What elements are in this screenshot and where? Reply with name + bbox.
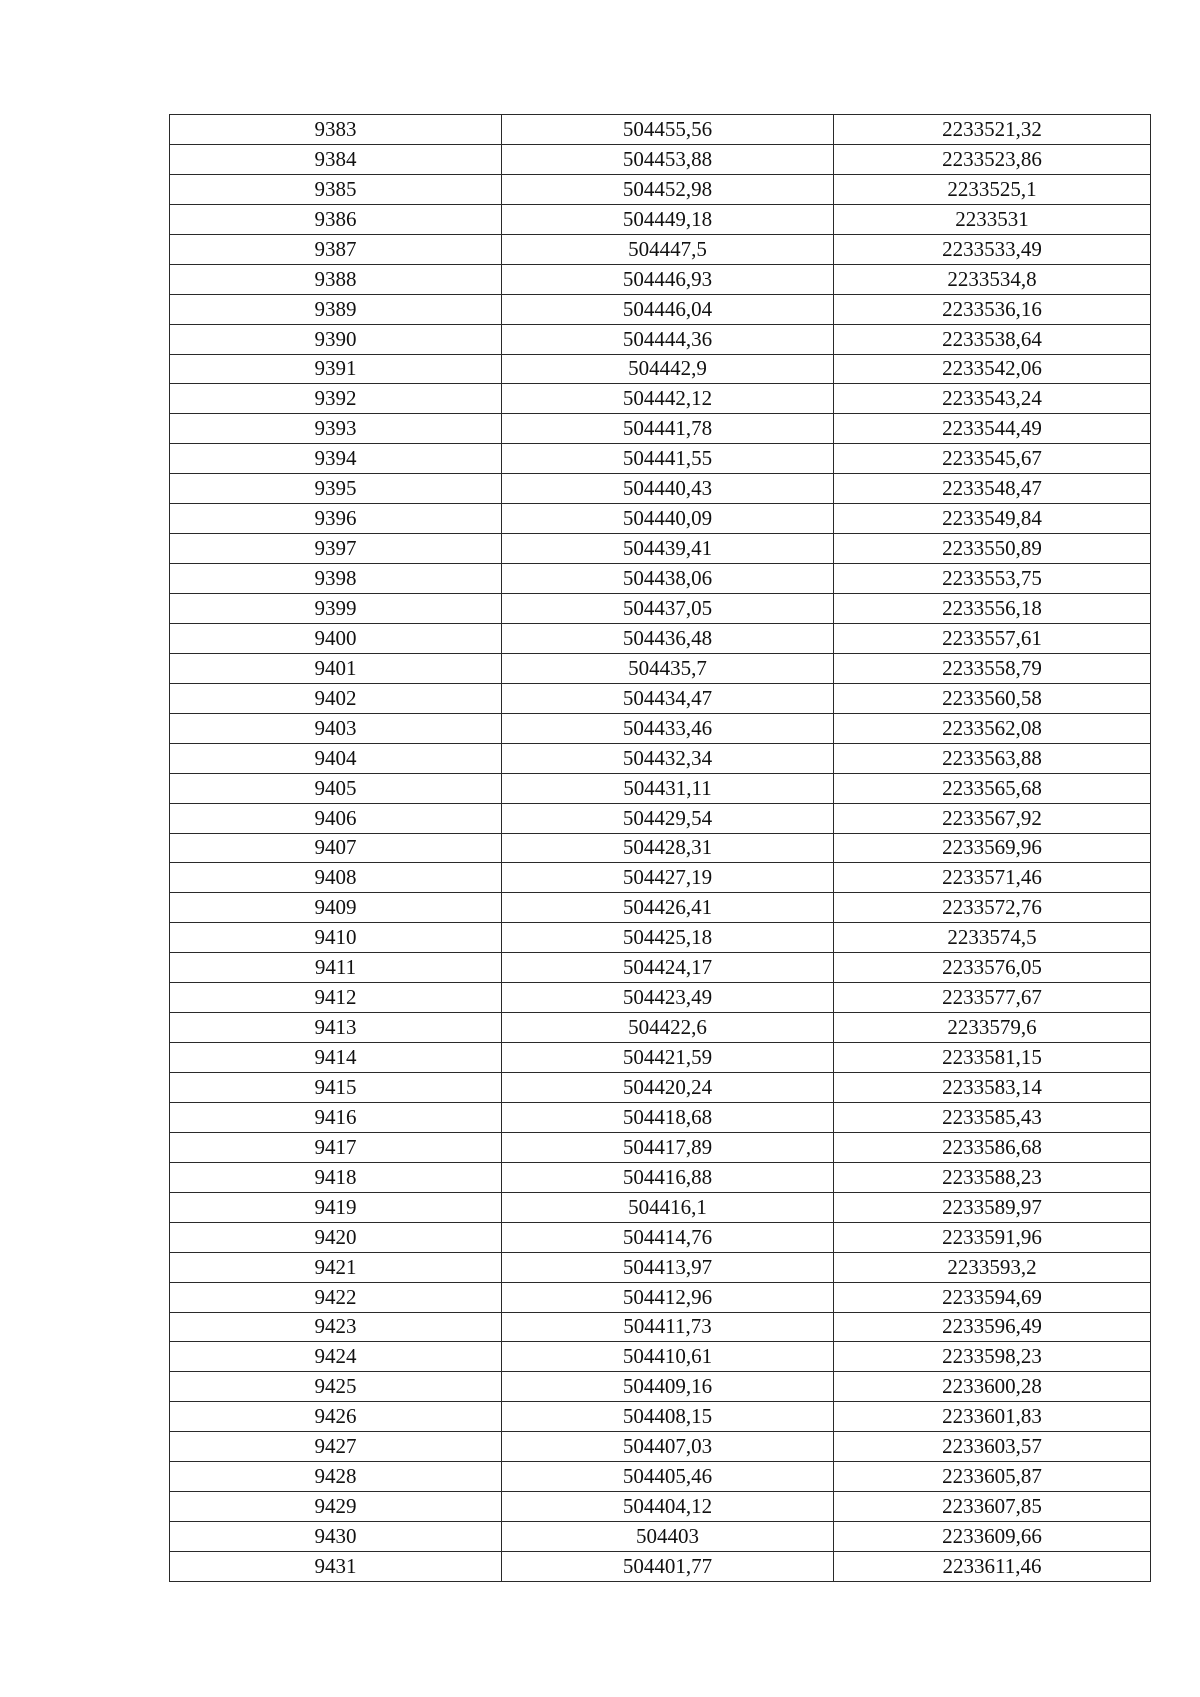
x-coordinate-cell: 504434,47 [502, 683, 834, 713]
coordinates-table-body [170, 115, 1151, 1582]
y-coordinate-cell: 2233565,68 [834, 773, 1151, 803]
y-coordinate-cell: 2233553,75 [834, 564, 1151, 594]
point-number-cell: 9418 [170, 1162, 502, 1192]
x-coordinate-cell: 504431,11 [502, 773, 834, 803]
y-coordinate-cell: 2233583,14 [834, 1073, 1151, 1103]
x-coordinate-cell: 504446,04 [502, 294, 834, 324]
x-coordinate-cell: 504403 [502, 1522, 834, 1552]
y-coordinate-cell: 2233545,67 [834, 444, 1151, 474]
point-number-cell: 9410 [170, 923, 502, 953]
x-coordinate-cell: 504429,54 [502, 803, 834, 833]
table-row [170, 1522, 1151, 1552]
x-coordinate-cell: 504444,36 [502, 324, 834, 354]
x-coordinate-cell: 504412,96 [502, 1282, 834, 1312]
y-coordinate-cell: 2233521,32 [834, 115, 1151, 145]
x-coordinate-cell: 504437,05 [502, 594, 834, 624]
y-coordinate-cell: 2233593,2 [834, 1252, 1151, 1282]
y-coordinate-cell: 2233542,06 [834, 354, 1151, 384]
y-coordinate-cell: 2233533,49 [834, 234, 1151, 264]
point-number-cell: 9421 [170, 1252, 502, 1282]
x-coordinate-cell: 504422,6 [502, 1013, 834, 1043]
point-number-cell: 9406 [170, 803, 502, 833]
table-row [170, 923, 1151, 953]
table-row [170, 1043, 1151, 1073]
y-coordinate-cell: 2233574,5 [834, 923, 1151, 953]
y-coordinate-cell: 2233558,79 [834, 653, 1151, 683]
point-number-cell: 9417 [170, 1132, 502, 1162]
y-coordinate-cell: 2233579,6 [834, 1013, 1151, 1043]
table-row [170, 1492, 1151, 1522]
point-number-cell: 9399 [170, 594, 502, 624]
y-coordinate-cell: 2233543,24 [834, 384, 1151, 414]
table-row [170, 115, 1151, 145]
table-row [170, 1073, 1151, 1103]
y-coordinate-cell: 2233567,92 [834, 803, 1151, 833]
table-row [170, 623, 1151, 653]
x-coordinate-cell: 504441,55 [502, 444, 834, 474]
table-row [170, 264, 1151, 294]
point-number-cell: 9396 [170, 504, 502, 534]
y-coordinate-cell: 2233586,68 [834, 1132, 1151, 1162]
y-coordinate-cell: 2233572,76 [834, 893, 1151, 923]
point-number-cell: 9411 [170, 953, 502, 983]
table-row [170, 743, 1151, 773]
table-row [170, 1162, 1151, 1192]
y-coordinate-cell: 2233591,96 [834, 1222, 1151, 1252]
table-row [170, 1342, 1151, 1372]
y-coordinate-cell: 2233576,05 [834, 953, 1151, 983]
table-row [170, 1402, 1151, 1432]
table-row [170, 204, 1151, 234]
table-row [170, 1192, 1151, 1222]
table-row [170, 893, 1151, 923]
point-number-cell: 9395 [170, 474, 502, 504]
x-coordinate-cell: 504440,43 [502, 474, 834, 504]
x-coordinate-cell: 504408,15 [502, 1402, 834, 1432]
coordinates-table [169, 114, 1151, 1582]
table-row [170, 354, 1151, 384]
x-coordinate-cell: 504421,59 [502, 1043, 834, 1073]
y-coordinate-cell: 2233603,57 [834, 1432, 1151, 1462]
x-coordinate-cell: 504413,97 [502, 1252, 834, 1282]
y-coordinate-cell: 2233531 [834, 204, 1151, 234]
table-row [170, 474, 1151, 504]
point-number-cell: 9431 [170, 1552, 502, 1582]
table-row [170, 653, 1151, 683]
table-row [170, 234, 1151, 264]
point-number-cell: 9384 [170, 144, 502, 174]
point-number-cell: 9414 [170, 1043, 502, 1073]
table-row [170, 1432, 1151, 1462]
table-row [170, 174, 1151, 204]
y-coordinate-cell: 2233556,18 [834, 594, 1151, 624]
y-coordinate-cell: 2233550,89 [834, 534, 1151, 564]
point-number-cell: 9391 [170, 354, 502, 384]
point-number-cell: 9398 [170, 564, 502, 594]
table-row [170, 1222, 1151, 1252]
point-number-cell: 9428 [170, 1462, 502, 1492]
x-coordinate-cell: 504442,12 [502, 384, 834, 414]
table-row [170, 1013, 1151, 1043]
y-coordinate-cell: 2233609,66 [834, 1522, 1151, 1552]
x-coordinate-cell: 504425,18 [502, 923, 834, 953]
y-coordinate-cell: 2233557,61 [834, 623, 1151, 653]
x-coordinate-cell: 504426,41 [502, 893, 834, 923]
y-coordinate-cell: 2233601,83 [834, 1402, 1151, 1432]
table-row [170, 144, 1151, 174]
y-coordinate-cell: 2233571,46 [834, 863, 1151, 893]
x-coordinate-cell: 504420,24 [502, 1073, 834, 1103]
point-number-cell: 9405 [170, 773, 502, 803]
x-coordinate-cell: 504417,89 [502, 1132, 834, 1162]
x-coordinate-cell: 504404,12 [502, 1492, 834, 1522]
point-number-cell: 9394 [170, 444, 502, 474]
point-number-cell: 9427 [170, 1432, 502, 1462]
y-coordinate-cell: 2233563,88 [834, 743, 1151, 773]
table-row [170, 594, 1151, 624]
x-coordinate-cell: 504416,1 [502, 1192, 834, 1222]
y-coordinate-cell: 2233569,96 [834, 833, 1151, 863]
point-number-cell: 9388 [170, 264, 502, 294]
x-coordinate-cell: 504453,88 [502, 144, 834, 174]
point-number-cell: 9387 [170, 234, 502, 264]
y-coordinate-cell: 2233607,85 [834, 1492, 1151, 1522]
y-coordinate-cell: 2233605,87 [834, 1462, 1151, 1492]
point-number-cell: 9430 [170, 1522, 502, 1552]
table-row [170, 773, 1151, 803]
y-coordinate-cell: 2233562,08 [834, 713, 1151, 743]
y-coordinate-cell: 2233581,15 [834, 1043, 1151, 1073]
x-coordinate-cell: 504401,77 [502, 1552, 834, 1582]
point-number-cell: 9416 [170, 1102, 502, 1132]
x-coordinate-cell: 504409,16 [502, 1372, 834, 1402]
table-row [170, 1102, 1151, 1132]
x-coordinate-cell: 504442,9 [502, 354, 834, 384]
table-row [170, 324, 1151, 354]
y-coordinate-cell: 2233596,49 [834, 1312, 1151, 1342]
table-row [170, 534, 1151, 564]
point-number-cell: 9408 [170, 863, 502, 893]
point-number-cell: 9419 [170, 1192, 502, 1222]
x-coordinate-cell: 504416,88 [502, 1162, 834, 1192]
table-row [170, 1372, 1151, 1402]
y-coordinate-cell: 2233548,47 [834, 474, 1151, 504]
point-number-cell: 9397 [170, 534, 502, 564]
table-row [170, 833, 1151, 863]
x-coordinate-cell: 504447,5 [502, 234, 834, 264]
point-number-cell: 9429 [170, 1492, 502, 1522]
x-coordinate-cell: 504441,78 [502, 414, 834, 444]
x-coordinate-cell: 504428,31 [502, 833, 834, 863]
y-coordinate-cell: 2233538,64 [834, 324, 1151, 354]
point-number-cell: 9425 [170, 1372, 502, 1402]
point-number-cell: 9402 [170, 683, 502, 713]
point-number-cell: 9422 [170, 1282, 502, 1312]
x-coordinate-cell: 504446,93 [502, 264, 834, 294]
x-coordinate-cell: 504411,73 [502, 1312, 834, 1342]
x-coordinate-cell: 504427,19 [502, 863, 834, 893]
table-row [170, 504, 1151, 534]
x-coordinate-cell: 504439,41 [502, 534, 834, 564]
x-coordinate-cell: 504455,56 [502, 115, 834, 145]
x-coordinate-cell: 504414,76 [502, 1222, 834, 1252]
y-coordinate-cell: 2233588,23 [834, 1162, 1151, 1192]
y-coordinate-cell: 2233594,69 [834, 1282, 1151, 1312]
table-row [170, 1552, 1151, 1582]
point-number-cell: 9407 [170, 833, 502, 863]
table-row [170, 1252, 1151, 1282]
x-coordinate-cell: 504449,18 [502, 204, 834, 234]
table-row [170, 444, 1151, 474]
x-coordinate-cell: 504433,46 [502, 713, 834, 743]
y-coordinate-cell: 2233536,16 [834, 294, 1151, 324]
y-coordinate-cell: 2233534,8 [834, 264, 1151, 294]
y-coordinate-cell: 2233598,23 [834, 1342, 1151, 1372]
point-number-cell: 9386 [170, 204, 502, 234]
point-number-cell: 9409 [170, 893, 502, 923]
point-number-cell: 9415 [170, 1073, 502, 1103]
point-number-cell: 9390 [170, 324, 502, 354]
point-number-cell: 9393 [170, 414, 502, 444]
point-number-cell: 9389 [170, 294, 502, 324]
point-number-cell: 9392 [170, 384, 502, 414]
table-row [170, 564, 1151, 594]
y-coordinate-cell: 2233585,43 [834, 1102, 1151, 1132]
table-row [170, 414, 1151, 444]
point-number-cell: 9413 [170, 1013, 502, 1043]
y-coordinate-cell: 2233611,46 [834, 1552, 1151, 1582]
table-row [170, 1132, 1151, 1162]
point-number-cell: 9383 [170, 115, 502, 145]
table-row [170, 384, 1151, 414]
point-number-cell: 9412 [170, 983, 502, 1013]
x-coordinate-cell: 504424,17 [502, 953, 834, 983]
table-row [170, 1462, 1151, 1492]
x-coordinate-cell: 504435,7 [502, 653, 834, 683]
y-coordinate-cell: 2233523,86 [834, 144, 1151, 174]
table-row [170, 294, 1151, 324]
table-row [170, 683, 1151, 713]
point-number-cell: 9426 [170, 1402, 502, 1432]
point-number-cell: 9420 [170, 1222, 502, 1252]
x-coordinate-cell: 504407,03 [502, 1432, 834, 1462]
x-coordinate-cell: 504432,34 [502, 743, 834, 773]
x-coordinate-cell: 504423,49 [502, 983, 834, 1013]
x-coordinate-cell: 504436,48 [502, 623, 834, 653]
point-number-cell: 9403 [170, 713, 502, 743]
point-number-cell: 9424 [170, 1342, 502, 1372]
table-row [170, 863, 1151, 893]
x-coordinate-cell: 504405,46 [502, 1462, 834, 1492]
x-coordinate-cell: 504438,06 [502, 564, 834, 594]
y-coordinate-cell: 2233577,67 [834, 983, 1151, 1013]
point-number-cell: 9423 [170, 1312, 502, 1342]
point-number-cell: 9400 [170, 623, 502, 653]
table-row [170, 953, 1151, 983]
point-number-cell: 9404 [170, 743, 502, 773]
table-row [170, 1312, 1151, 1342]
y-coordinate-cell: 2233600,28 [834, 1372, 1151, 1402]
x-coordinate-cell: 504440,09 [502, 504, 834, 534]
y-coordinate-cell: 2233544,49 [834, 414, 1151, 444]
point-number-cell: 9401 [170, 653, 502, 683]
table-row [170, 1282, 1151, 1312]
table-row [170, 803, 1151, 833]
x-coordinate-cell: 504418,68 [502, 1102, 834, 1132]
y-coordinate-cell: 2233589,97 [834, 1192, 1151, 1222]
table-row [170, 713, 1151, 743]
y-coordinate-cell: 2233560,58 [834, 683, 1151, 713]
table-row [170, 983, 1151, 1013]
y-coordinate-cell: 2233549,84 [834, 504, 1151, 534]
y-coordinate-cell: 2233525,1 [834, 174, 1151, 204]
x-coordinate-cell: 504410,61 [502, 1342, 834, 1372]
x-coordinate-cell: 504452,98 [502, 174, 834, 204]
point-number-cell: 9385 [170, 174, 502, 204]
